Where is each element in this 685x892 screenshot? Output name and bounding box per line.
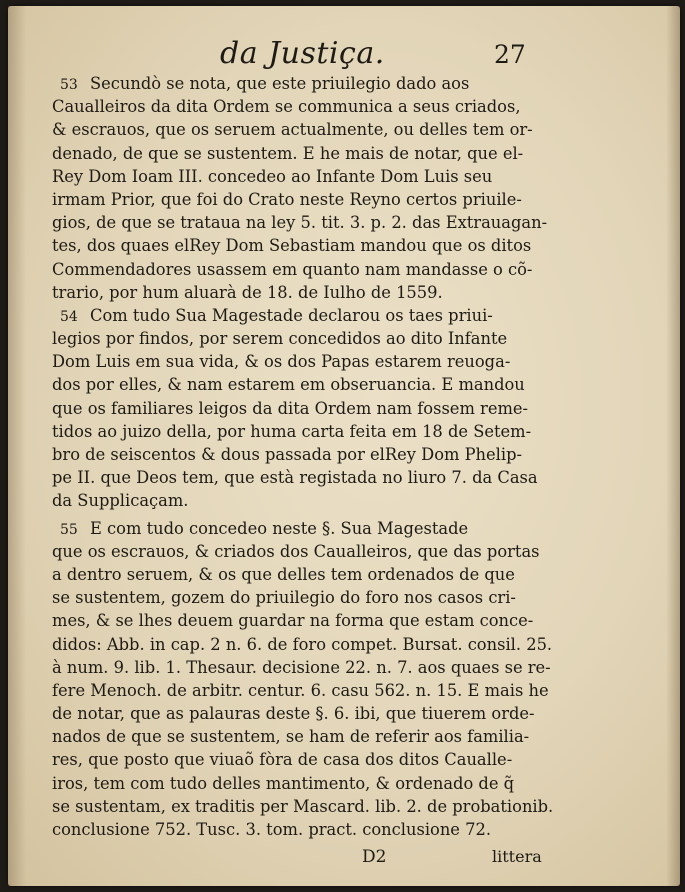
text-line: mes, & se lhes deuem guardar na forma que estam conce- [52,611,534,631]
text-line: trario, por hum aluarà de 18. de Iulho de 1559. [52,282,443,302]
text-line: Dom Luis em sua vida, & os dos Papas estarem reuoga- [52,352,511,372]
text-line: res, que posto que viuaõ fòra de casa dos ditos Caualle- [52,750,513,770]
text-line: nados de que se sustentem, se ham de referir aos familia- [52,727,530,747]
text-line: legios por findos, por serem concedidos ao dito Infante [52,329,508,349]
running-head [52,36,552,72]
text-line: didos: Abb. in cap. 2 n. 6. de foro compet. Bursat. consil. 25. [52,634,553,654]
text-line: denado, de que se sustentem. E he mais de notar, que el- [52,143,524,163]
paragraph-55 [52,517,552,842]
text-line: 55 E com tudo concedeo neste §. Sua Magestade [52,517,552,540]
text-line: se sustentem, gozem do priuilegio do foro nos casos cri- [52,588,516,608]
paragraph-number: 54 [60,308,78,325]
book-page [8,6,680,886]
running-title: da Justiça. [220,36,385,71]
text-line: Caualleiros da dita Ordem se communica a seus criados, [52,97,521,117]
text-line: bro de seiscentos & dous passada por elRey Dom Phelip- [52,445,523,464]
signature-mark: D2 [362,847,387,868]
page-text-block [52,36,552,873]
text-line: de notar, que as palauras deste §. 6. ibi, que tiuerem orde- [52,704,535,724]
paragraph-number: 53 [60,77,78,93]
catchword: littera [492,847,542,867]
text-line: que os escrauos, & criados dos Caualleiros, que das portas [52,541,540,561]
text-line: que os familiares leigos da dita Ordem nam fossem reme- [52,398,529,418]
text-line: & escrauos, que os seruem actualmente, ou delles tem or- [52,120,533,140]
text-line: a dentro seruem, & os que delles tem ordenados de que [52,564,515,584]
page-left-shading [8,6,26,886]
text-line: Commendadores usassem em quanto nam mandasse o cõ- [52,259,533,279]
paragraph-number: 55 [60,521,78,538]
text-line: à num. 9. lib. 1. Thesaur. decisione 22. n. 7. aos quaes se re- [52,657,551,677]
text-line: Rey Dom Ioam III. concedeo ao Infante Dom Luis seu [52,166,493,186]
paragraph-54 [52,304,552,513]
page-footer [52,845,552,873]
text-line: tes, dos quaes elRey Dom Sebastiam mandou que os ditos [52,236,532,256]
text-line: da Supplicaçam. [52,491,189,511]
page-number: 27 [494,40,526,69]
page-gutter-shadow [666,6,680,886]
text-line: 54 Com tudo Sua Magestade declarou os taes priui- [52,304,552,327]
text-line: conclusione 752. Tusc. 3. tom. pract. conclusione 72. [52,820,492,839]
text-line: tidos ao juizo della, por huma carta feita em 18 de Setem- [52,421,532,441]
paragraph-53 [52,72,552,304]
text-line: fere Menoch. de arbitr. centur. 6. casu 562. n. 15. E mais he [52,680,549,700]
text-line: 53 Secundò se nota, que este priuilegio dado aos [52,72,552,95]
text-line: pe II. que Deos tem, que està registada no liuro 7. da Casa [52,468,538,488]
text-line: irmam Prior, que foi do Crato neste Reyno certos priuile- [52,189,522,209]
text-line: dos por elles, & nam estarem em obseruancia. E mandou [52,375,525,395]
text-line: iros, tem com tudo delles mantimento, & ordenado de q̃ [52,773,515,793]
text-line: se sustentam, ex traditis per Mascard. lib. 2. de probationib. [52,796,554,816]
text-line: gios, de que se trataua na ley 5. tit. 3. p. 2. das Extrauagan- [52,213,548,233]
